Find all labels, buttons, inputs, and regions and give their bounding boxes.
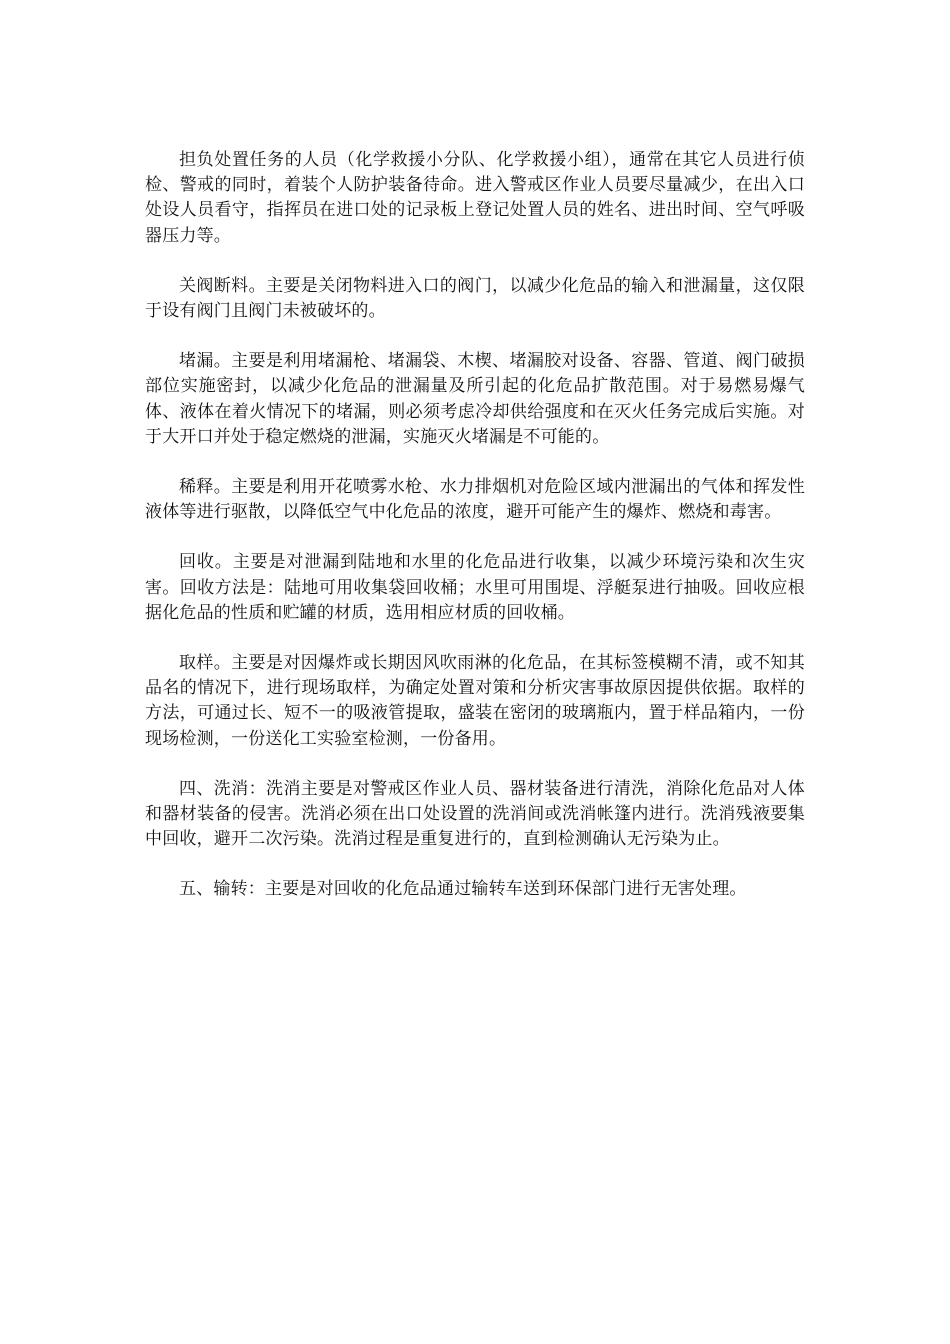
paragraph-plugging: 堵漏。主要是利用堵漏枪、堵漏袋、木楔、堵漏胶对设备、容器、管道、阀门破损部位实施密封，以减少化危品的泄漏量及所引起的化危品扩散范围。对于易燃易爆气体、液体在着火情况下的堵漏，则必须考虑冷却供给强度和在灭火任务完成后实施。对于大开口并处于稳定燃烧的泄漏，实施灭火堵漏是不可能的。 — [145, 351, 805, 447]
paragraph-dilution: 稀释。主要是利用开花喷雾水枪、水力排烟机对危险区域内泄漏出的气体和挥发性液体等进行驱散，以降低空气中化危品的浓度，避开可能产生的爆炸、燃烧和毒害。 — [145, 477, 805, 523]
paragraph-close-valve: 关阀断料。主要是关闭物料进入口的阀门，以减少化危品的输入和泄漏量，这仅限于设有阀门且阀门未被破坏的。 — [145, 275, 805, 322]
paragraph-recovery: 回收。主要是对泄漏到陆地和水里的化危品进行收集，以减少环境污染和次生灾害。回收方法是：陆地可用收集袋回收桶；水里可用围堤、浮艇泵进行抽吸。回收应根据化危品的性质和贮罐的材质，选用相应材质的回收桶。 — [145, 552, 805, 623]
paragraph-sampling: 取样。主要是对因爆炸或长期因风吹雨淋的化危品，在其标签模糊不清，或不知其品名的情况下，进行现场取样，为确定处置对策和分析灾害事故原因提供依据。取样的方法，可通过长、短不一的吸液管提取，盛装在密闭的玻璃瓶内，置于样品箱内，一份现场检测，一份送化工实验室检测，一份备用。 — [145, 653, 805, 749]
document-body — [145, 148, 805, 928]
paragraph-personnel: 担负处置任务的人员（化学救援小分队、化学救援小组），通常在其它人员进行侦检、警戒的同时，着装个人防护装备待命。进入警戒区作业人员要尽量减少，在出入口处设人员看守，指挥员在进口处的记录板上登记处置人员的姓名、进出时间、空气呼吸器压力等。 — [145, 150, 805, 246]
paragraph-decontamination: 四、洗消：洗消主要是对警戒区作业人员、器材装备进行清洗，消除化危品对人体和器材装备的侵害。洗消必须在出口处设置的洗消间或洗消帐篷内进行。洗消残液要集中回收，避开二次污染。洗消过程是重复进行的，直到检测确认无污染为止。 — [145, 778, 805, 850]
paragraph-transfer: 五、输转：主要是对回收的化危品通过输转车送到环保部门进行无害处理。 — [179, 879, 747, 900]
